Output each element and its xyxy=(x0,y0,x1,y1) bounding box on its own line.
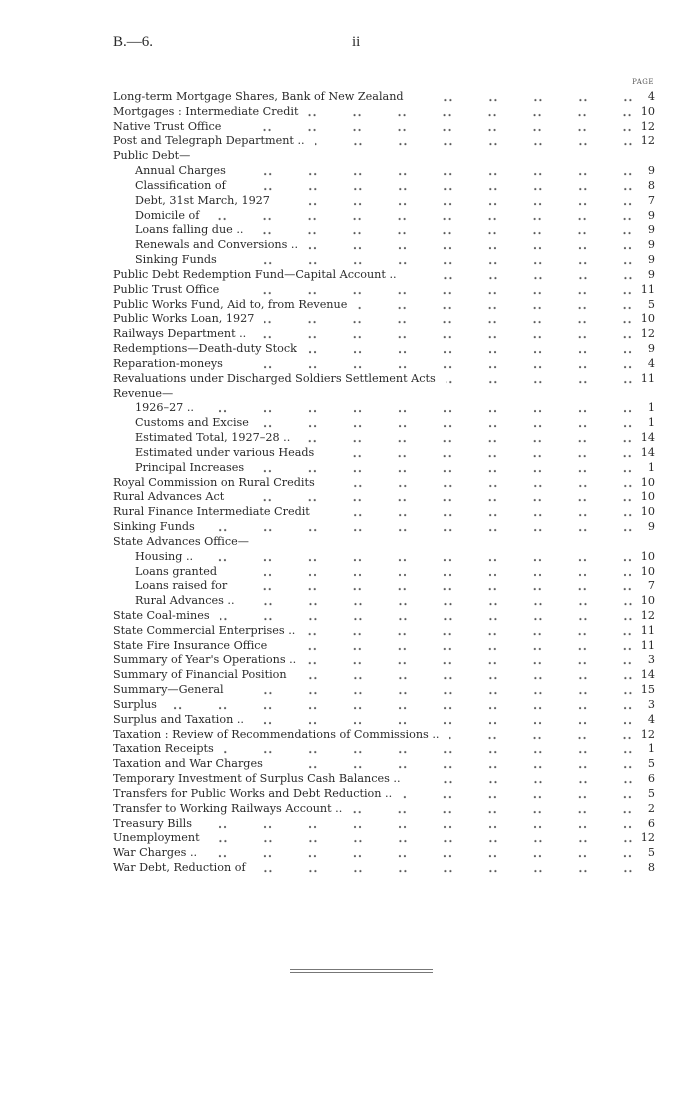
dot-leader xyxy=(325,476,635,491)
entry-label: Principal Increases xyxy=(135,460,245,474)
index-entry xyxy=(113,609,655,624)
entry-label: War Debt, Reduction of xyxy=(113,861,246,875)
entry-label: Public Works Fund, Aid to, from Revenue xyxy=(113,297,348,311)
entry-label: State Commercial Enterprises .. xyxy=(113,623,296,637)
dot-leader xyxy=(256,327,635,342)
index-entry xyxy=(113,817,655,832)
document-reference: B.—6. xyxy=(113,34,154,50)
entry-label: Rural Finance Intermediate Credit xyxy=(113,505,310,519)
index-entry xyxy=(113,253,655,268)
index-entry xyxy=(113,772,655,787)
entry-label: Native Trust Office xyxy=(113,119,222,133)
entry-page: 4 xyxy=(647,90,655,103)
entry-page: 9 xyxy=(647,238,655,252)
dot-leader xyxy=(411,772,635,787)
entry-page: 12 xyxy=(640,119,655,133)
entry-label: Unemployment xyxy=(113,831,200,845)
dot-leader xyxy=(224,742,635,757)
entry-label: Summary of Year's Operations .. xyxy=(113,653,297,667)
entry-label: Treasury Bills xyxy=(113,816,192,830)
index-entry xyxy=(113,476,655,491)
dot-leader xyxy=(308,238,635,253)
dot-leader xyxy=(297,668,635,683)
entry-label: Redemptions—Death-duty Stock xyxy=(113,342,297,356)
index-entry xyxy=(113,298,655,313)
entry-page: 9 xyxy=(647,520,655,534)
index-entry xyxy=(113,579,655,594)
dot-leader xyxy=(446,372,635,387)
dot-leader xyxy=(277,639,635,654)
dot-leader xyxy=(227,565,635,580)
dot-leader xyxy=(308,105,635,120)
dot-leader xyxy=(259,416,635,431)
index-entry xyxy=(113,105,655,120)
index-entry xyxy=(113,594,655,609)
dot-leader xyxy=(245,594,635,609)
entry-page: 1 xyxy=(647,742,655,756)
entry-page: 2 xyxy=(647,801,655,815)
entry-page: 6 xyxy=(647,772,655,786)
entry-label: Transfers for Public Works and Debt Reduction .. xyxy=(113,786,393,800)
index-entry xyxy=(113,505,655,520)
index-heading xyxy=(113,387,655,402)
index-entry xyxy=(113,312,655,327)
dot-leader xyxy=(254,713,635,728)
dot-leader xyxy=(449,728,635,743)
index-entry xyxy=(113,802,655,817)
entry-label: Public Trust Office xyxy=(113,282,220,296)
entry-page: 10 xyxy=(640,312,655,326)
entry-page: 14 xyxy=(640,445,655,459)
entry-page: 12 xyxy=(640,727,655,741)
dot-leader xyxy=(227,253,635,268)
index-entry xyxy=(113,742,655,757)
index-entry xyxy=(113,416,655,431)
dot-leader xyxy=(414,90,635,105)
entry-page: 9 xyxy=(647,223,655,237)
index-entry xyxy=(113,194,655,209)
entry-page: 11 xyxy=(640,371,655,385)
entry-label: Debt, 31st March, 1927 xyxy=(135,193,270,207)
index-entry xyxy=(113,550,655,565)
index-entry xyxy=(113,164,655,179)
dot-leader xyxy=(183,387,635,402)
index-entry xyxy=(113,728,655,743)
dot-leader xyxy=(236,164,635,179)
dot-leader xyxy=(220,609,635,624)
entry-page: 1 xyxy=(647,416,655,430)
entry-page: 5 xyxy=(647,757,655,771)
entry-label: Public Debt Redemption Fund—Capital Account .. xyxy=(113,267,397,281)
dot-leader xyxy=(320,505,635,520)
dot-leader xyxy=(300,431,635,446)
index-entry xyxy=(113,372,655,387)
dot-leader xyxy=(204,401,635,416)
entry-label: Domicile of xyxy=(135,208,200,222)
dot-leader xyxy=(205,520,635,535)
entry-label: Surplus and Taxation .. xyxy=(113,712,244,726)
entry-page: 5 xyxy=(647,846,655,860)
dot-leader xyxy=(264,312,635,327)
dot-leader xyxy=(256,861,635,876)
entry-page: 10 xyxy=(640,505,655,519)
entry-label: Loans granted xyxy=(135,564,217,578)
entry-label: Annual Charges xyxy=(135,164,226,178)
entry-label: Railways Department .. xyxy=(113,327,247,341)
entry-page: 15 xyxy=(640,683,655,697)
dot-leader xyxy=(234,683,635,698)
entry-page: 9 xyxy=(647,253,655,267)
page-column-label: PAGE xyxy=(632,78,654,86)
entry-label: Public Debt— xyxy=(113,149,191,163)
dot-leader xyxy=(207,846,635,861)
dot-leader xyxy=(315,134,635,149)
entry-page: 10 xyxy=(640,564,655,578)
index-entry xyxy=(113,713,655,728)
entry-label: Taxation : Review of Recommendations of Commissions .. xyxy=(113,727,440,741)
index-list xyxy=(113,90,655,876)
index-entry xyxy=(113,653,655,668)
dot-leader xyxy=(357,298,635,313)
entry-page: 10 xyxy=(640,490,655,504)
entry-label: Temporary Investment of Surplus Cash Balances .. xyxy=(113,772,401,786)
entry-label: Taxation Receipts xyxy=(113,742,214,756)
index-entry xyxy=(113,179,655,194)
dot-leader xyxy=(210,831,635,846)
dot-leader xyxy=(259,535,635,550)
entry-label: 1926–27 .. xyxy=(135,401,194,415)
entry-page: 4 xyxy=(647,712,655,726)
entry-label: Summary of Financial Position xyxy=(113,668,287,682)
entry-page: 12 xyxy=(640,134,655,148)
index-entry xyxy=(113,846,655,861)
dot-leader xyxy=(229,283,635,298)
entry-label: Transfer to Working Railways Account .. xyxy=(113,801,343,815)
index-entry xyxy=(113,520,655,535)
dot-leader xyxy=(237,579,635,594)
dot-leader xyxy=(324,446,635,461)
entry-label: Sinking Funds xyxy=(113,520,195,534)
entry-page: 12 xyxy=(640,831,655,845)
entry-label: Post and Telegraph Department .. xyxy=(113,134,305,148)
entry-page: 3 xyxy=(647,697,655,711)
entry-page: 7 xyxy=(647,193,655,207)
dot-leader xyxy=(307,342,635,357)
dot-leader xyxy=(231,120,635,135)
dot-leader xyxy=(280,194,635,209)
index-heading xyxy=(113,535,655,550)
entry-label: Estimated under various Heads xyxy=(135,445,315,459)
dot-leader xyxy=(203,550,635,565)
index-entry xyxy=(113,327,655,342)
entry-page: 3 xyxy=(647,653,655,667)
entry-page: 4 xyxy=(647,356,655,370)
dot-leader xyxy=(305,624,635,639)
dot-leader xyxy=(254,461,635,476)
page-number: ii xyxy=(352,34,361,50)
index-entry xyxy=(113,490,655,505)
entry-page: 6 xyxy=(647,816,655,830)
entry-label: Royal Commission on Rural Credits xyxy=(113,475,315,489)
entry-page: 10 xyxy=(640,549,655,563)
entry-page: 5 xyxy=(647,786,655,800)
dot-leader xyxy=(306,653,635,668)
entry-label: Revaluations under Discharged Soldiers Settlement Acts xyxy=(113,371,436,385)
entry-label: Public Works Loan, 1927 xyxy=(113,312,255,326)
dot-leader xyxy=(200,149,635,164)
index-entry xyxy=(113,238,655,253)
dot-leader xyxy=(234,490,635,505)
dot-leader xyxy=(236,179,635,194)
entry-page: 9 xyxy=(647,267,655,281)
index-entry xyxy=(113,757,655,772)
entry-page: 8 xyxy=(647,861,655,875)
index-entry xyxy=(113,461,655,476)
index-entry xyxy=(113,342,655,357)
entry-page: 9 xyxy=(647,208,655,222)
index-entry xyxy=(113,639,655,654)
index-heading xyxy=(113,149,655,164)
entry-label: Long-term Mortgage Shares, Bank of New Zealand xyxy=(113,90,404,103)
closing-rule-top xyxy=(290,969,433,970)
index-entry xyxy=(113,831,655,846)
index-entry xyxy=(113,90,655,105)
entry-label: Mortgages : Intermediate Credit xyxy=(113,104,299,118)
dot-leader xyxy=(273,757,635,772)
entry-page: 11 xyxy=(640,623,655,637)
index-entry xyxy=(113,431,655,446)
dot-leader xyxy=(209,209,635,224)
index-entry xyxy=(113,668,655,683)
entry-page: 10 xyxy=(640,594,655,608)
entry-label: Sinking Funds xyxy=(135,253,217,267)
index-entry xyxy=(113,268,655,283)
index-entry xyxy=(113,683,655,698)
entry-page: 9 xyxy=(647,342,655,356)
dot-leader xyxy=(253,223,635,238)
index-entry xyxy=(113,446,655,461)
entry-page: 5 xyxy=(647,297,655,311)
entry-label: Loans falling due .. xyxy=(135,223,244,237)
dot-leader xyxy=(407,268,635,283)
entry-label: Rural Advances .. xyxy=(135,594,235,608)
entry-page: 8 xyxy=(647,178,655,192)
index-entry xyxy=(113,787,655,802)
entry-label: Taxation and War Charges xyxy=(113,757,263,771)
dot-leader xyxy=(402,787,635,802)
dot-leader xyxy=(202,817,635,832)
index-entry xyxy=(113,698,655,713)
entry-label: War Charges .. xyxy=(113,846,198,860)
entry-label: Revenue— xyxy=(113,386,174,400)
entry-page: 9 xyxy=(647,164,655,178)
index-entry xyxy=(113,134,655,149)
entry-label: Classification of xyxy=(135,178,226,192)
entry-page: 10 xyxy=(640,104,655,118)
entry-label: State Fire Insurance Office xyxy=(113,638,268,652)
index-entry xyxy=(113,624,655,639)
dot-leader xyxy=(352,802,635,817)
entry-label: Summary—General xyxy=(113,683,224,697)
entry-page: 11 xyxy=(640,282,655,296)
entry-label: State Advances Office— xyxy=(113,534,249,548)
entry-page: 1 xyxy=(647,460,655,474)
entry-page: 11 xyxy=(640,638,655,652)
index-entry xyxy=(113,209,655,224)
index-entry xyxy=(113,283,655,298)
entry-page: 12 xyxy=(640,327,655,341)
entry-page: 10 xyxy=(640,475,655,489)
entry-label: Rural Advances Act xyxy=(113,490,225,504)
entry-page: 14 xyxy=(640,431,655,445)
index-entry xyxy=(113,565,655,580)
dot-leader xyxy=(233,357,635,372)
entry-label: Reparation-moneys xyxy=(113,356,223,370)
entry-page: 14 xyxy=(640,668,655,682)
index-entry xyxy=(113,401,655,416)
entry-page: 1 xyxy=(647,401,655,415)
entry-page: 7 xyxy=(647,579,655,593)
entry-label: State Coal-mines xyxy=(113,608,210,622)
entry-label: Renewals and Conversions .. xyxy=(135,238,299,252)
closing-rule-bottom xyxy=(290,972,433,973)
entry-label: Housing .. xyxy=(135,549,194,563)
dot-leader xyxy=(167,698,635,713)
entry-page: 12 xyxy=(640,608,655,622)
index-entry xyxy=(113,357,655,372)
index-entry xyxy=(113,861,655,876)
entry-label: Loans raised for xyxy=(135,579,228,593)
index-entry xyxy=(113,120,655,135)
entry-label: Estimated Total, 1927–28 .. xyxy=(135,431,291,445)
entry-label: Surplus xyxy=(113,697,157,711)
entry-label: Customs and Excise xyxy=(135,416,249,430)
index-entry xyxy=(113,223,655,238)
